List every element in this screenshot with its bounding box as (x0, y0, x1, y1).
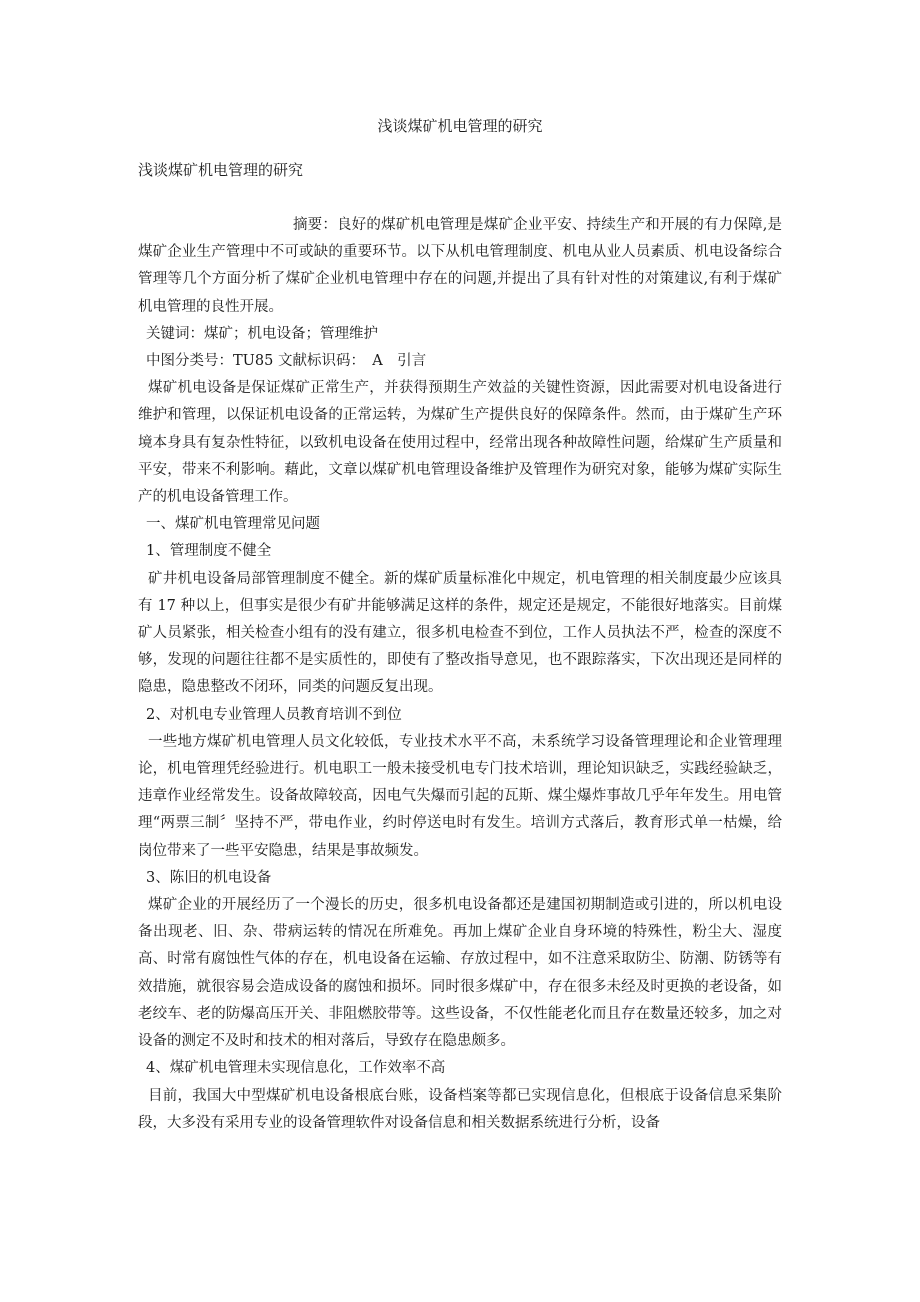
paragraph-1: 矿井机电设备局部管理制度不健全。新的煤矿质量标准化中规定，机电管理的相关制度最少应该具有 17 种以上，但事实是很少有矿井能够满足这样的条件，规定还是规定，不能很好地落实。目前煤矿人员紧张，相关检查小组有的没有建立，很多机电检查不到位，工作人员执法不严，检查的深度不够，发现的问题往往都不是实质性的，即使有了整改指导意见，也不跟踪落实，下次出现还是同样的隐患，隐患整改不闭环，同类的问题反复出现。 (138, 570, 782, 696)
paragraph-3: 煤矿企业的开展经历了一个漫长的历史，很多机电设备都还是建国初期制造或引进的，所以机电设备出现老、旧、杂、带病运转的情况在所难免。再加上煤矿企业自身环境的特殊性，粉尘大、湿度高、时常有腐蚀性气体的存在，机电设备在运输、存放过程中，如不注意采取防尘、防潮、防锈等有效措施，就很容易会造成设备的腐蚀和损坏。同时很多煤矿中，存在很多未经及时更换的老设备，如老绞车、老的防爆高压开关、非阻燃胶带等。这些设备，不仅性能老化而且存在数量还较多，加之对设备的测定不及时和技术的相对落后，导致存在隐患颇多。 (138, 897, 782, 1050)
subheading-3: 3、陈旧的机电设备 (146, 869, 272, 886)
intro-paragraph: 煤矿机电设备是保证煤矿正常生产，并获得预期生产效益的关键性资源，因此需要对机电设备进行维护和管理，以保证机电设备的正常运转，为煤矿生产提供良好的保障条件。然而，由于煤矿生产环境本身具有复杂性特征，以致机电设备在使用过程中，经常出现各种故障性问题，给煤矿生产质量和平安，带来不利影响。藉此，文章以煤矿机电管理设备维护及管理作为研究对象，能够为煤矿实际生产的机电设备管理工作。 (138, 380, 782, 506)
section-heading: 一、煤矿机电管理常见问题 (146, 516, 320, 533)
abstract-paragraph: 摘要：良好的煤矿机电管理是煤矿企业平安、持续生产和开展的有力保障,是煤矿企业生产管理中不可或缺的重要环节。以下从机电管理制度、机电从业人员素质、机电设备综合管理等几个方面分析了煤矿企业机电管理中存在的问题,并提出了具有针对性的对策建议,有利于煤矿机电管理的良性开展。 (138, 217, 782, 315)
keywords-line: 关键词：煤矿；机电设备；管理维护 (146, 325, 378, 342)
subheading-1: 1、管理制度不健全 (146, 543, 272, 560)
subheading-4: 4、煤矿机电管理未实现信息化，工作效率不高 (146, 1060, 446, 1077)
classification-line: 中图分类号：TU85 文献标识码： A 引言 (146, 353, 427, 370)
paragraph-4: 目前，我国大中型煤矿机电设备根底台账，设备档案等都已实现信息化，但根底于设备信息采集阶段，大多没有采用专业的设备管理软件对设备信息和相关数据系统进行分析，设备 (138, 1087, 782, 1131)
paragraph-2: 一些地方煤矿机电管理人员文化较低，专业技术水平不高，未系统学习设备管理理论和企业管理理论，机电管理凭经验进行。机电职工一般未接受机电专门技术培训，理论知识缺乏，实践经验缺乏，违章作业经常发生。设备故障较高，因电气失爆而引起的瓦斯、煤尘爆炸事故几乎年年发生。用电管理“两票三制〞坚持不严，带电作业，约时停送电时有发生。培训方式落后，教育形式单一枯燥，给岗位带来了一些平安隐患，结果是事故频发。 (138, 733, 782, 859)
document-subtitle: 浅谈煤矿机电管理的研究 (138, 161, 304, 179)
subheading-2: 2、对机电专业管理人员教育培训不到位 (146, 706, 402, 723)
document-title: 浅谈煤矿机电管理的研究 (377, 117, 543, 135)
document-body (138, 212, 782, 1137)
